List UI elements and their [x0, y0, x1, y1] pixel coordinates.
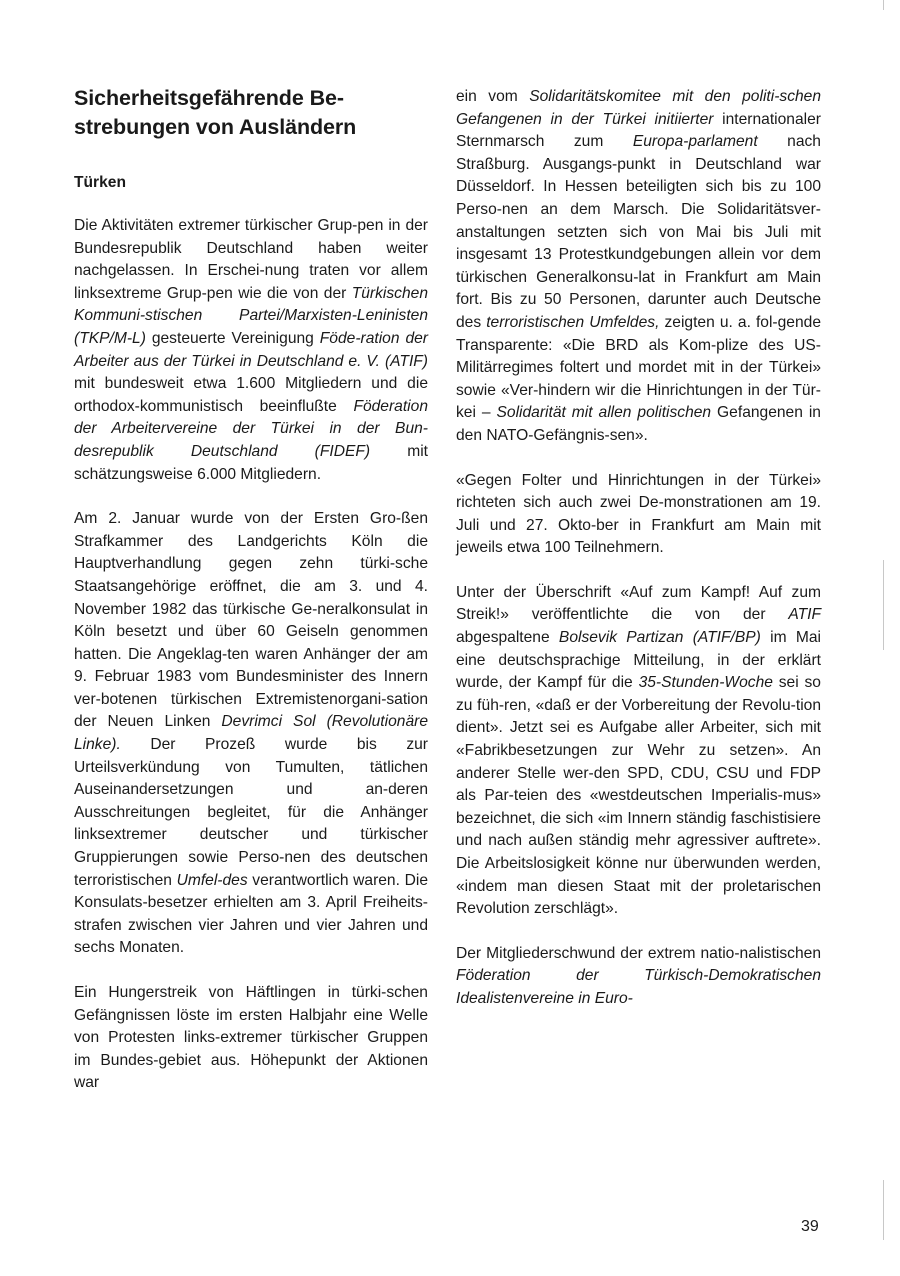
scan-edge-mark [883, 560, 884, 650]
section-heading: Sicherheitsgefährende Be-strebungen von Ausländern [74, 86, 357, 139]
scan-edge-mark [883, 1180, 884, 1240]
paragraph: «Gegen Folter und Hinrichtungen in der Türkei» richteten sich auch zwei De-monstrationen am 19. Juli und 27. Okto-ber in Frankfurt am Main mit jeweils etwa 100 Teilnehmern. [456, 471, 821, 557]
left-column [74, 84, 428, 1117]
right-column [456, 86, 821, 1033]
paragraph: Ein Hungerstreik von Häftlingen in türki-schen Gefängnissen löste im ersten Halbjahr eine Welle von Protesten links-extremer türkischer Gruppen im Bundes-gebiet aus. Höhepunkt der Aktionen war [74, 984, 428, 1092]
paragraph: Die Aktivitäten extremer türkischer Grup-pen in der Bundesrepublik Deutschland haben weiter nachgelassen. In Erschei-nung traten vor allem linksextreme Grup-pen wie die von der Türkischen Kommuni-stischen Partei/Marxisten-Leninisten (TKP/M-L) gesteuerte Vereinigung Föde-ration der Arbeiter aus der Türkei in Deutschland e. V. (ATIF) mit bundesweit etwa 1.600 Mitgliedern und die orthodox-kommunistisch beeinflußte Föderation der Arbeitervereine der Türkei in der Bun-desrepublik Deutschland (FIDEF) mit schätzungsweise 6.000 Mitgliedern. [74, 217, 428, 483]
paragraph: Am 2. Januar wurde von der Ersten Gro-ßen Strafkammer des Landgerichts Köln die Hauptverhandlung gegen zehn türki-sche Staatsangehörige eröffnet, die am 3. und 4. November 1982 das türkische Ge-neralkonsulat in Köln besetzt und über 60 Geiseln genommen hatten. Die Angeklag-ten waren Anhänger der am 9. Februar 1983 vom Bundesminister des Innern ver-botenen türkischen Extremistenorgani-sation der Neuen Linken Devrimci Sol (Revolutionäre Linke). Der Prozeß wurde bis zur Urteilsverkündung von Tumulten, tätlichen Auseinandersetzungen und an-deren Ausschreitungen begleitet, für die Anhänger linksextremer deutscher und türkischer Gruppierungen sowie Perso-nen des deutschen terroristischen Umfel-des verantwortlich waren. Die Konsulats-besetzer erhielten am 3. April Freiheits-strafen zwischen vier Jahren und vier Jahren und sechs Monaten. [74, 510, 428, 957]
paragraph: Der Mitgliederschwund der extrem natio-nalistischen Föderation der Türkisch-Demokratischen Idealistenvereine in Euro- [456, 944, 821, 1007]
scan-edge-mark [883, 0, 884, 10]
paragraph: Unter der Überschrift «Auf zum Kampf! Auf zum Streik!» veröffentlichte die von der ATIF abgespaltene Bolsevik Partizan (ATIF/BP) im Mai eine deutschsprachige Mitteilung, in der erklärt wurde, der Kampf für die 35-Stunden-Woche sei so zu füh-ren, «daß er der Vorbereitung der Revolu-tion dient». Jetzt sei es Aufgabe aller Arbeiter, sich mit «Fabrikbesetzungen zur Wehr zu setzen». An anderer Stelle wer-den SPD, CDU, CSU und FDP als Par-teien des «westdeutschen Imperialis-mus» bezeichnet, die sich «im Innern ständig faschistisiere und nach außen ständig mehr agressiver auftrete». Die Arbeitslosigkeit könne nur überwunden werden, «indem man diesen Staat mit der proletarischen Revolution zerschlägt». [456, 583, 821, 918]
page-number: 39 [801, 1218, 819, 1235]
paragraph: ein vom Solidaritätskomitee mit den politi-schen Gefangenen in der Türkei initiierter internationaler Sternmarsch zum Europa-parlament nach Straßburg. Ausgangs-punkt in Deutschland war Düsseldorf. In Hessen beteiligten sich bis zu 100 Perso-nen an dem Marsch. Die Solidaritätsver-anstaltungen setzten sich von Mai bis Juli mit insgesamt 13 Protestkundgebungen allein vor dem türkischen Generalkonsu-lat in Frankfurt am Main fort. Bis zu 50 Personen, darunter auch Deutsche des terroristischen Umfeldes, zeigten u. a. fol-gende Transparente: «Die BRD als Kom-plize des US-Militärregimes foltert und mordet mit in der Türkei» sowie «Ver-hindern wir die Hinrichtungen in der Tür-kei – Solidarität mit allen politischen Gefangenen in den NATO-Gefängnis-sen». [456, 88, 822, 444]
subsection-heading: Türken [74, 174, 126, 191]
